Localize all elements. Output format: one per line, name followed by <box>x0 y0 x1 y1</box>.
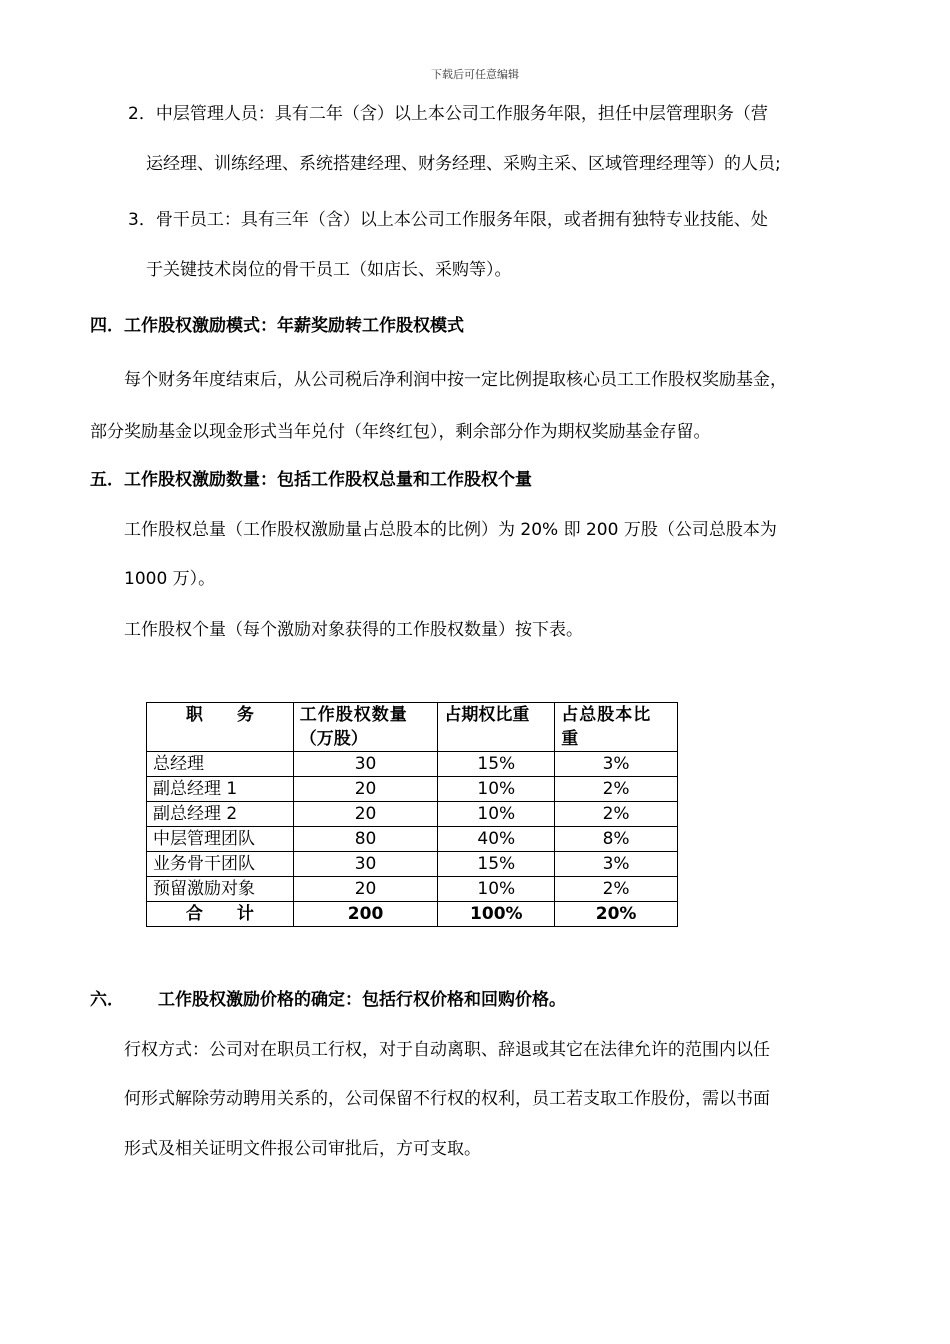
table-header-row <box>147 703 678 752</box>
table-row <box>147 802 678 827</box>
cell-shares: 20 <box>293 777 438 802</box>
cell-option-ratio: 10% <box>438 877 555 902</box>
cell-option-ratio: 10% <box>438 777 555 802</box>
table-total-row <box>147 902 678 927</box>
cell-option-ratio: 15% <box>438 852 555 877</box>
section6-number: 六． <box>90 990 124 1010</box>
cell-shares: 30 <box>293 752 438 777</box>
col-header-total-ratio <box>555 703 678 752</box>
cell-shares: 80 <box>293 827 438 852</box>
col-header-shares <box>293 703 438 752</box>
cell-total-ratio: 2% <box>555 777 678 802</box>
cell-position: 副总经理 1 <box>147 777 294 802</box>
cell-position: 副总经理 2 <box>147 802 294 827</box>
cell-total-ratio: 2% <box>555 802 678 827</box>
cell-total-ratio: 8% <box>555 827 678 852</box>
col-header-position: 职 务 <box>147 703 294 752</box>
cell-shares: 20 <box>293 802 438 827</box>
equity-allocation-table <box>146 702 678 927</box>
col-header-total-ratio-line1: 占总股本比 <box>561 705 652 725</box>
cell-option-ratio: 10% <box>438 802 555 827</box>
col-header-shares-line2: （万股） <box>299 729 368 749</box>
section5-line3: 工作股权个量（每个激励对象获得的工作股权数量）按下表。 <box>124 620 583 640</box>
cell-total-ratio: 2% <box>555 877 678 902</box>
item2-line2: 运经理、训练经理、系统搭建经理、财务经理、采购主采、区域管理经理等）的人员; <box>146 154 781 174</box>
item3-line2: 于关键技术岗位的骨干员工（如店长、采购等）。 <box>146 260 512 280</box>
cell-shares: 20 <box>293 877 438 902</box>
cell-position: 总经理 <box>147 752 294 777</box>
table-row <box>147 877 678 902</box>
cell-total-ratio: 3% <box>555 852 678 877</box>
cell-total-ratio: 3% <box>555 752 678 777</box>
table-row <box>147 852 678 877</box>
section5-line1: 工作股权总量（工作股权激励量占总股本的比例）为 20% 即 200 万股（公司总股本为 <box>124 520 777 540</box>
section6-line2: 何形式解除劳动聘用关系的，公司保留不行权的权利，员工若支取工作股份，需以书面 <box>124 1089 770 1109</box>
cell-total-shares: 200 <box>293 902 438 927</box>
cell-option-ratio: 40% <box>438 827 555 852</box>
cell-total-option-ratio: 100% <box>438 902 555 927</box>
section5-line2: 1000 万）。 <box>124 569 216 589</box>
cell-total-label: 合 计 <box>147 902 294 927</box>
table-row <box>147 777 678 802</box>
section6-line1: 行权方式：公司对在职员工行权，对于自动离职、辞退或其它在法律允许的范围内以任 <box>124 1040 770 1060</box>
page-header: 下载后可任意编辑 <box>431 68 519 81</box>
cell-shares: 30 <box>293 852 438 877</box>
cell-option-ratio: 15% <box>438 752 555 777</box>
section5-heading: 五．工作股权激励数量：包括工作股权总量和工作股权个量 <box>90 470 532 490</box>
cell-position: 预留激励对象 <box>147 877 294 902</box>
section6-line3: 形式及相关证明文件报公司审批后，方可支取。 <box>124 1139 481 1159</box>
item3-line1: 3．骨干员工：具有三年（含）以上本公司工作服务年限，或者拥有独特专业技能、处 <box>128 210 768 230</box>
cell-total-total-ratio: 20% <box>555 902 678 927</box>
table-row <box>147 752 678 777</box>
table-row <box>147 827 678 852</box>
col-header-total-ratio-line2: 重 <box>561 729 579 749</box>
cell-position: 中层管理团队 <box>147 827 294 852</box>
section4-line1: 每个财务年度结束后，从公司税后净利润中按一定比例提取核心员工工作股权奖励基金， <box>124 370 787 390</box>
col-header-option-ratio: 占期权比重 <box>438 703 555 752</box>
section6-heading: 工作股权激励价格的确定：包括行权价格和回购价格。 <box>158 990 566 1010</box>
item2-line1: 2．中层管理人员：具有二年（含）以上本公司工作服务年限，担任中层管理职务（营 <box>128 104 768 124</box>
col-header-shares-line1: 工作股权数量 <box>299 705 408 725</box>
section4-heading: 四．工作股权激励模式：年薪奖励转工作股权模式 <box>90 316 464 336</box>
section4-line2: 部分奖励基金以现金形式当年兑付（年终红包），剩余部分作为期权奖励基金存留。 <box>90 422 711 442</box>
cell-position: 业务骨干团队 <box>147 852 294 877</box>
